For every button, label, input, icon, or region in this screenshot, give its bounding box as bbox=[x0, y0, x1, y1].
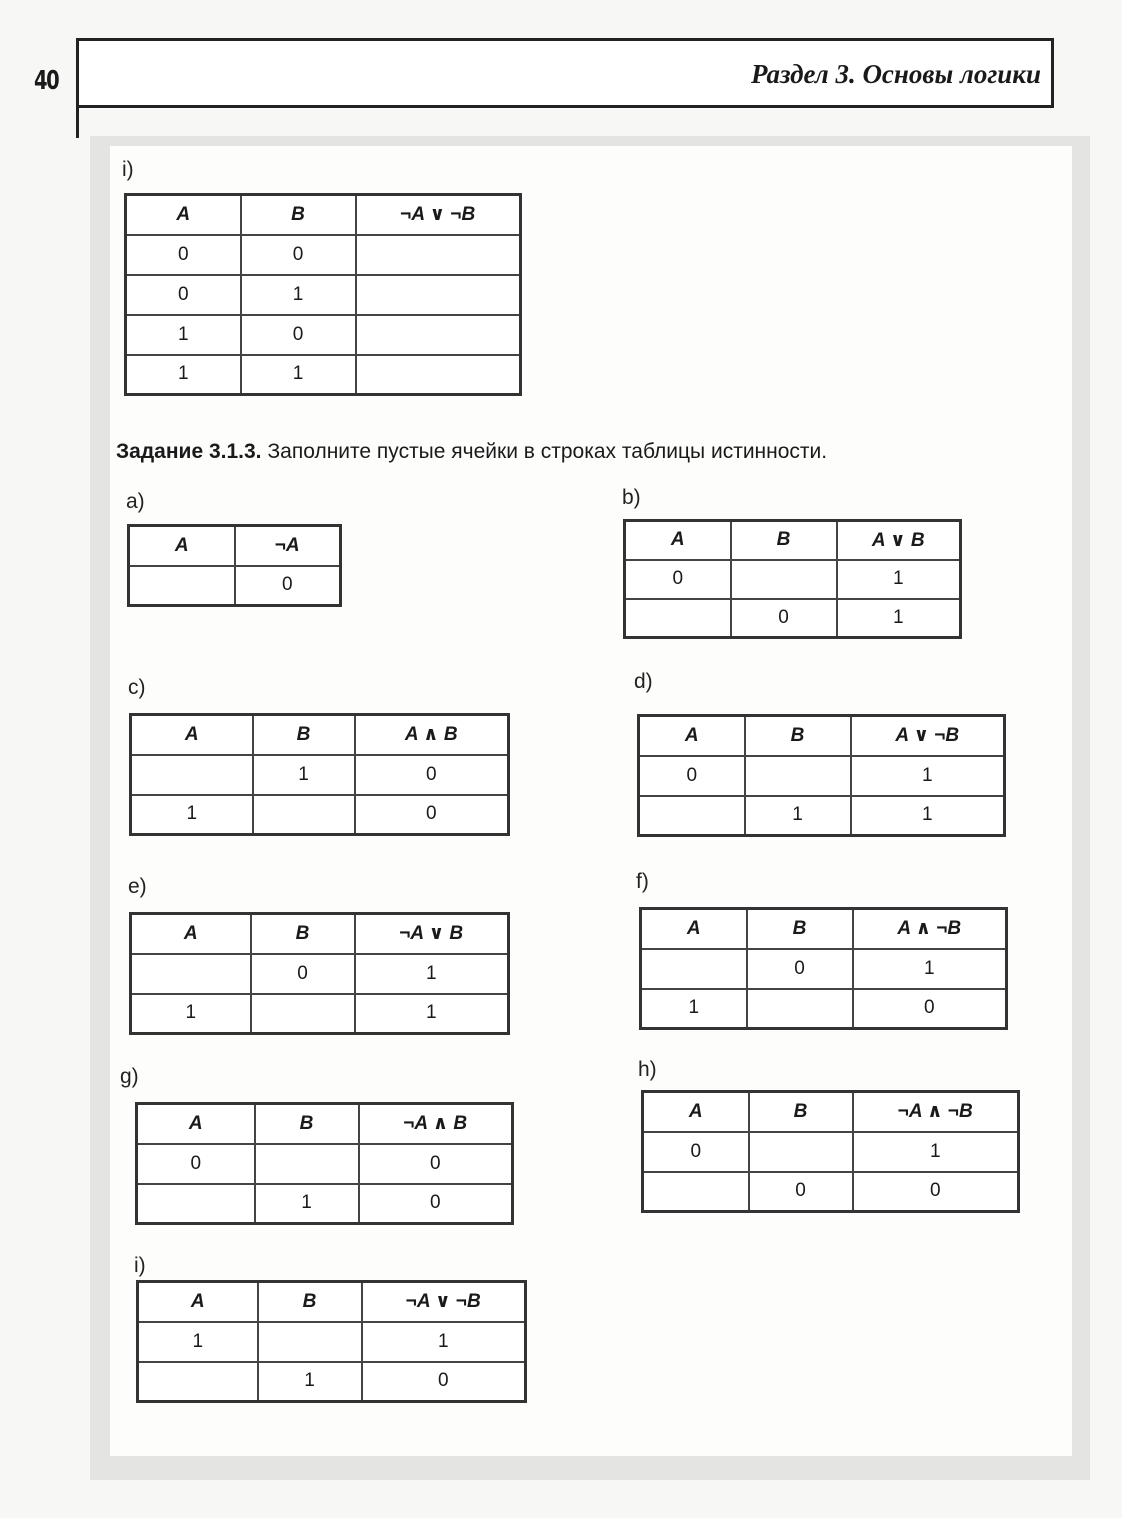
table-row bbox=[643, 1132, 1019, 1172]
column-header: A bbox=[643, 1092, 749, 1132]
column-header: ¬A ∧ B bbox=[359, 1104, 513, 1144]
truth-table bbox=[129, 912, 510, 1035]
empty-cell[interactable] bbox=[731, 560, 837, 599]
table-cell: 0 bbox=[355, 755, 509, 795]
column-header: A bbox=[131, 715, 253, 755]
table-cell: 1 bbox=[241, 355, 356, 395]
table-cell: 1 bbox=[138, 1322, 258, 1362]
table-row bbox=[131, 795, 509, 835]
column-header: A bbox=[641, 909, 747, 949]
column-header: A ∨ B bbox=[837, 521, 961, 560]
table-label: f) bbox=[636, 870, 649, 893]
empty-cell[interactable] bbox=[253, 795, 355, 835]
column-header: A bbox=[129, 526, 235, 566]
table-row bbox=[131, 994, 509, 1034]
truth-table bbox=[641, 1090, 1020, 1213]
table-cell: 1 bbox=[255, 1184, 359, 1224]
task-heading bbox=[116, 440, 827, 464]
empty-cell[interactable] bbox=[747, 989, 853, 1029]
table-cell: 0 bbox=[241, 315, 356, 355]
table-row bbox=[643, 1172, 1019, 1212]
table-cell: 0 bbox=[359, 1184, 513, 1224]
empty-cell[interactable] bbox=[356, 315, 521, 355]
table-cell: 0 bbox=[359, 1144, 513, 1184]
table-cell: 1 bbox=[253, 755, 355, 795]
table-header-row bbox=[131, 715, 509, 755]
truth-table bbox=[135, 1102, 514, 1225]
table-cell: 1 bbox=[851, 756, 1005, 796]
table-row bbox=[126, 235, 521, 275]
table-row bbox=[138, 1322, 526, 1362]
table-label: b) bbox=[622, 486, 641, 509]
column-header: ¬A ∨ ¬B bbox=[356, 195, 521, 235]
truth-table bbox=[124, 193, 522, 396]
table-cell: 0 bbox=[235, 566, 341, 606]
table-cell: 0 bbox=[126, 275, 241, 315]
table-cell: 0 bbox=[749, 1172, 853, 1212]
table-cell: 1 bbox=[126, 315, 241, 355]
page-number: 40 bbox=[34, 66, 59, 96]
empty-cell[interactable] bbox=[745, 756, 851, 796]
table-label: e) bbox=[128, 875, 147, 898]
table-cell: 0 bbox=[639, 756, 745, 796]
table-row bbox=[131, 755, 509, 795]
column-header: ¬A ∧ ¬B bbox=[853, 1092, 1019, 1132]
column-header: A bbox=[639, 716, 745, 756]
column-header: B bbox=[251, 914, 355, 954]
column-header: A bbox=[137, 1104, 255, 1144]
column-header: ¬A ∨ ¬B bbox=[362, 1282, 526, 1322]
table-label: h) bbox=[638, 1058, 657, 1081]
table-row bbox=[131, 954, 509, 994]
empty-cell[interactable] bbox=[129, 566, 235, 606]
empty-cell[interactable] bbox=[643, 1172, 749, 1212]
table-cell: 1 bbox=[126, 355, 241, 395]
table-cell: 0 bbox=[355, 795, 509, 835]
table-header-row bbox=[129, 526, 341, 566]
column-header: B bbox=[253, 715, 355, 755]
table-cell: 1 bbox=[837, 560, 961, 599]
page-header bbox=[76, 38, 1054, 108]
table-row bbox=[126, 355, 521, 395]
table-header-row bbox=[131, 914, 509, 954]
table-row bbox=[625, 599, 961, 638]
table-cell: 0 bbox=[625, 560, 731, 599]
empty-cell[interactable] bbox=[255, 1144, 359, 1184]
empty-cell[interactable] bbox=[625, 599, 731, 638]
empty-cell[interactable] bbox=[258, 1322, 362, 1362]
column-header: A bbox=[138, 1282, 258, 1322]
table-cell: 1 bbox=[362, 1322, 526, 1362]
column-header: B bbox=[255, 1104, 359, 1144]
column-header: B bbox=[745, 716, 851, 756]
table-cell: 1 bbox=[851, 796, 1005, 836]
empty-cell[interactable] bbox=[356, 275, 521, 315]
table-row bbox=[129, 566, 341, 606]
table-row bbox=[641, 989, 1007, 1029]
table-cell: 0 bbox=[643, 1132, 749, 1172]
empty-cell[interactable] bbox=[251, 994, 355, 1034]
table-row bbox=[137, 1184, 513, 1224]
column-header: B bbox=[258, 1282, 362, 1322]
table-cell: 1 bbox=[241, 275, 356, 315]
empty-cell[interactable] bbox=[749, 1132, 853, 1172]
table-cell: 0 bbox=[251, 954, 355, 994]
table-header-row bbox=[625, 521, 961, 560]
truth-table bbox=[136, 1280, 527, 1403]
truth-table bbox=[623, 519, 962, 639]
task-label: Задание 3.1.3. bbox=[116, 440, 262, 463]
table-row bbox=[639, 756, 1005, 796]
table-cell: 1 bbox=[853, 949, 1007, 989]
table-row bbox=[126, 275, 521, 315]
table-cell: 0 bbox=[241, 235, 356, 275]
empty-cell[interactable] bbox=[138, 1362, 258, 1402]
table-label: a) bbox=[126, 490, 145, 513]
table-cell: 1 bbox=[258, 1362, 362, 1402]
table-row bbox=[137, 1144, 513, 1184]
table-row bbox=[138, 1362, 526, 1402]
truth-table bbox=[639, 907, 1008, 1030]
table-cell: 1 bbox=[745, 796, 851, 836]
column-header: A ∧ ¬B bbox=[853, 909, 1007, 949]
column-header: B bbox=[749, 1092, 853, 1132]
table-cell: 1 bbox=[131, 795, 253, 835]
empty-cell[interactable] bbox=[641, 949, 747, 989]
table-label: i) bbox=[134, 1254, 146, 1277]
table-cell: 1 bbox=[837, 599, 961, 638]
table-header-row bbox=[641, 909, 1007, 949]
table-label: d) bbox=[634, 670, 653, 693]
table-cell: 0 bbox=[731, 599, 837, 638]
table-row bbox=[625, 560, 961, 599]
table-cell: 0 bbox=[853, 989, 1007, 1029]
table-cell: 0 bbox=[853, 1172, 1019, 1212]
table-cell: 0 bbox=[747, 949, 853, 989]
column-header: B bbox=[731, 521, 837, 560]
table-label: i) bbox=[122, 158, 134, 181]
column-header: ¬A bbox=[235, 526, 341, 566]
table-cell: 1 bbox=[641, 989, 747, 1029]
column-header: A bbox=[126, 195, 241, 235]
column-header: A bbox=[625, 521, 731, 560]
column-header: B bbox=[747, 909, 853, 949]
empty-cell[interactable] bbox=[137, 1184, 255, 1224]
table-row bbox=[126, 315, 521, 355]
table-header-row bbox=[643, 1092, 1019, 1132]
table-label: g) bbox=[120, 1065, 139, 1088]
table-cell: 1 bbox=[355, 954, 509, 994]
table-row bbox=[639, 796, 1005, 836]
table-cell: 1 bbox=[355, 994, 509, 1034]
table-header-row bbox=[138, 1282, 526, 1322]
table-cell: 0 bbox=[126, 235, 241, 275]
table-cell: 0 bbox=[362, 1362, 526, 1402]
empty-cell[interactable] bbox=[356, 235, 521, 275]
table-header-row bbox=[639, 716, 1005, 756]
table-cell: 1 bbox=[131, 994, 251, 1034]
column-header: ¬A ∨ B bbox=[355, 914, 509, 954]
empty-cell[interactable] bbox=[639, 796, 745, 836]
table-header-row bbox=[126, 195, 521, 235]
header-divider bbox=[76, 108, 79, 138]
table-header-row bbox=[137, 1104, 513, 1144]
column-header: A ∧ B bbox=[355, 715, 509, 755]
empty-cell[interactable] bbox=[356, 355, 521, 395]
table-label: c) bbox=[128, 676, 146, 699]
truth-table bbox=[637, 714, 1006, 837]
empty-cell[interactable] bbox=[131, 755, 253, 795]
table-cell: 1 bbox=[853, 1132, 1019, 1172]
table-row bbox=[641, 949, 1007, 989]
column-header: A bbox=[131, 914, 251, 954]
table-cell: 0 bbox=[137, 1144, 255, 1184]
empty-cell[interactable] bbox=[131, 954, 251, 994]
task-text: Заполните пустые ячейки в строках таблицы истинности. bbox=[267, 440, 828, 463]
truth-table bbox=[129, 713, 510, 836]
column-header: A ∨ ¬B bbox=[851, 716, 1005, 756]
section-title: Раздел 3. Основы логики bbox=[750, 59, 1041, 89]
truth-table bbox=[127, 524, 342, 607]
column-header: B bbox=[241, 195, 356, 235]
